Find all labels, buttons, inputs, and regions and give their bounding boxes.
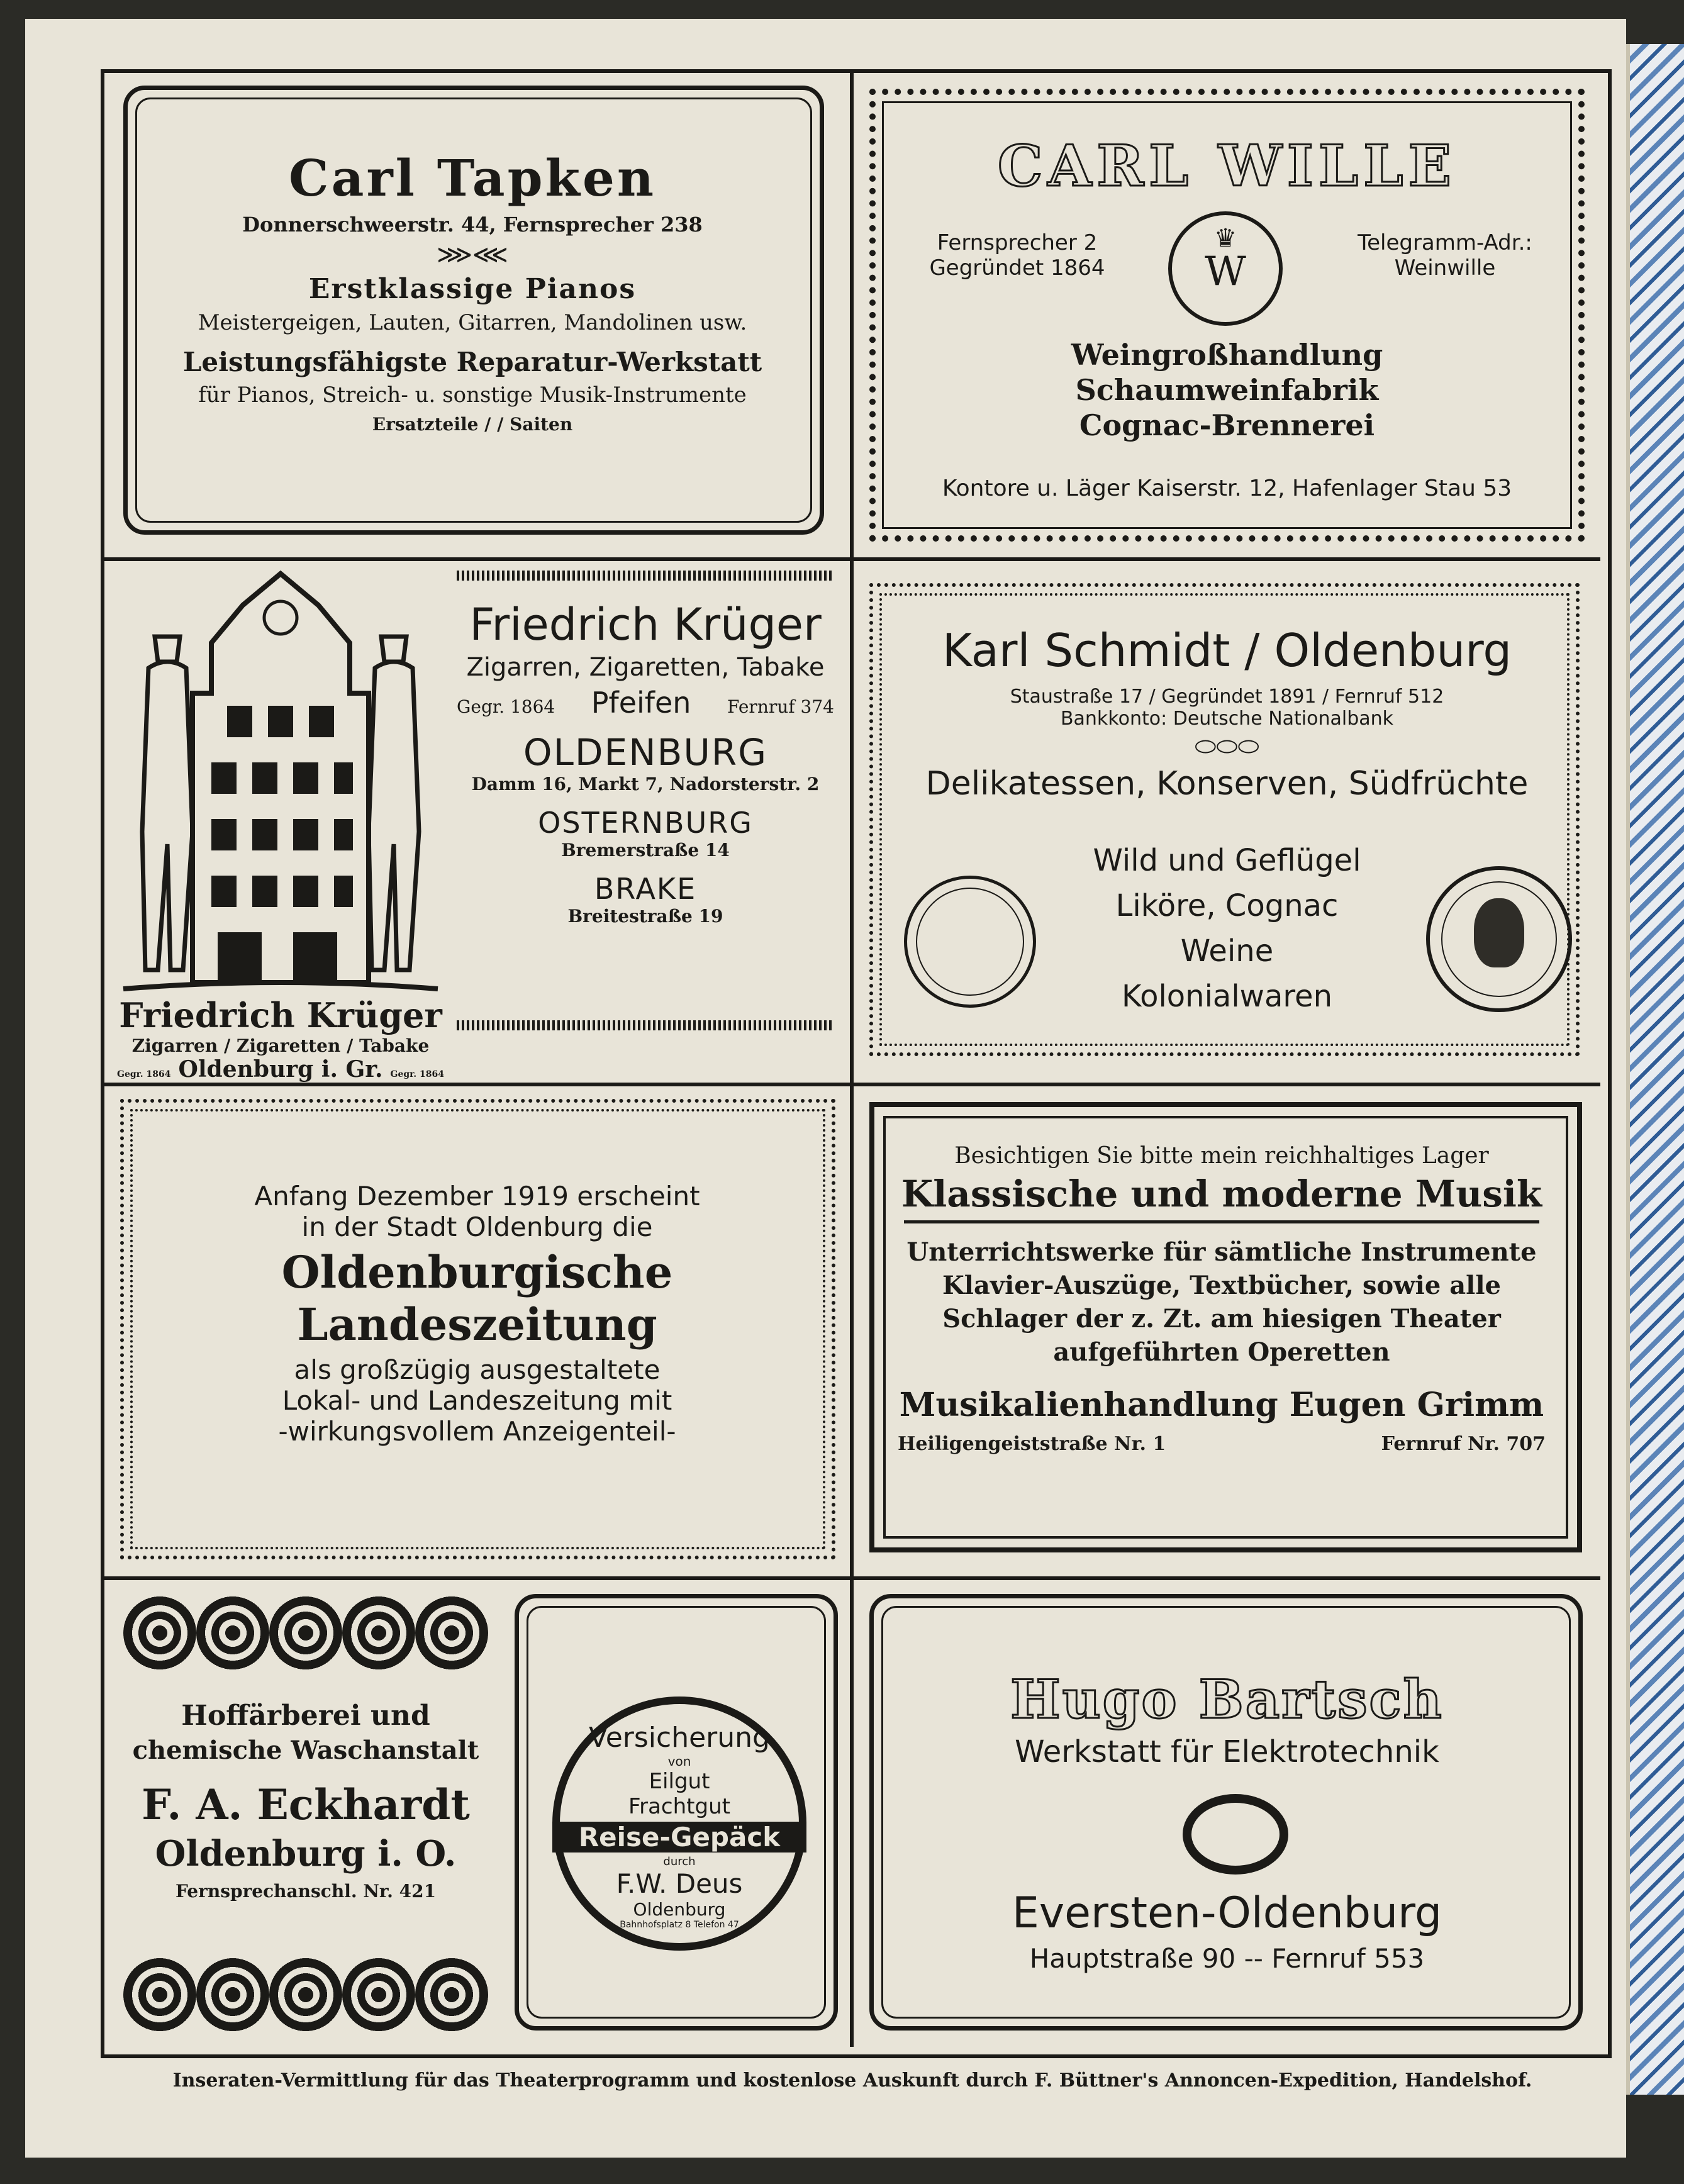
ring-ornament-icon — [196, 1958, 269, 2032]
grimm-intro: Besichtigen Sie bitte mein reichhaltiges Lager — [954, 1143, 1489, 1169]
zeitung-line1: Anfang Dezember 1919 erscheint — [254, 1181, 700, 1212]
wille-telegram: Weinwille — [1394, 255, 1496, 281]
grimm-phone: Fernruf Nr. 707 — [1381, 1433, 1546, 1455]
ring-ornament-icon — [269, 1958, 342, 2032]
eckhardt-line2: chemische Waschanstalt — [132, 1736, 479, 1765]
ad-landeszeitung — [104, 1086, 850, 1576]
wille-address: Kontore u. Läger Kaiserstr. 12, Hafenlager Stau 53 — [942, 476, 1512, 501]
grimm-headline: Klassische und moderne Musik — [901, 1173, 1542, 1215]
bartsch-name: Hugo Bartsch — [1010, 1668, 1444, 1730]
krueger-border-top — [457, 571, 834, 581]
eckhardt-city: Oldenburg i. O. — [155, 1833, 457, 1875]
deus-durch: durch — [663, 1855, 696, 1868]
krueger-border-bottom — [457, 1020, 834, 1030]
krueger-pipes: Pfeifen — [591, 686, 691, 720]
krueger-title: Friedrich Krüger — [469, 599, 822, 650]
ad-friedrich-krueger — [104, 561, 850, 1083]
krueger-caption-city: Oldenburg i. Gr. — [178, 1056, 383, 1083]
deus-fracht: Frachtgut — [628, 1794, 730, 1819]
ad-carl-wille — [854, 73, 1600, 557]
ad-fw-deus — [507, 1580, 850, 2047]
schmidt-line3: Liköre, Cognac — [1115, 888, 1339, 923]
deus-gepaeck: Reise-Gepäck — [552, 1822, 806, 1852]
wille-phone: Fernsprecher 2 — [937, 230, 1098, 255]
schmidt-bank: Bankkonto: Deutsche Nationalbank — [1060, 708, 1394, 730]
zeitung-title1: Oldenburgische — [281, 1246, 673, 1298]
deus-name: F.W. Deus — [616, 1868, 743, 1899]
ad-eckhardt — [104, 1580, 507, 2047]
grimm-headline-rule — [904, 1220, 1539, 1223]
krueger-caption-name: Friedrich Krüger — [119, 995, 442, 1035]
eckhardt-line1: Hoffärberei und — [181, 1700, 430, 1732]
zeitung-line2: in der Stadt Oldenburg die — [301, 1212, 653, 1242]
krueger-city: OLDENBURG — [523, 731, 768, 774]
ad-hugo-bartsch — [854, 1580, 1600, 2047]
advertisement-grid — [101, 69, 1612, 2058]
krueger-branch2-address: Breitestraße 19 — [567, 906, 723, 927]
schmidt-line4: Weine — [1180, 933, 1274, 969]
zeitung-title2: Landeszeitung — [297, 1298, 657, 1351]
tapken-parts: Ersatzteile / / Saiten — [372, 414, 573, 435]
krueger-gegr: Gegr. 1864 — [457, 696, 555, 717]
ornament-ovals-icon: ⬭⬭⬭ — [1195, 732, 1259, 761]
zeitung-line4: Lokal- und Landeszeitung mit — [282, 1385, 672, 1416]
wille-name: CARL WILLE — [997, 133, 1457, 199]
grimm-line3: Schlager der z. Zt. am hiesigen Theater — [942, 1304, 1501, 1334]
wille-line1: Weingroßhandlung — [1071, 338, 1383, 372]
grimm-line4: aufgeführten Operetten — [1053, 1337, 1390, 1367]
krueger-phone: Fernruf 374 — [727, 696, 834, 717]
ring-ornament-icon — [415, 1958, 488, 2032]
ring-ornament-icon — [123, 1596, 196, 1670]
grimm-line1: Unterrichtswerke für sämtliche Instrumente — [906, 1237, 1537, 1267]
schmidt-line2: Wild und Geflügel — [1093, 843, 1361, 878]
schmidt-line1: Delikatessen, Konserven, Südfrüchte — [925, 765, 1529, 803]
krueger-goods: Zigarren, Zigaretten, Tabake — [466, 653, 825, 682]
deus-city: Oldenburg — [633, 1899, 726, 1920]
bartsch-subtitle: Werkstatt für Elektrotechnik — [1015, 1734, 1439, 1769]
krueger-branch2: BRAKE — [594, 872, 697, 906]
ring-ornament-icon — [342, 1958, 415, 2032]
oval-ornament-icon — [1183, 1794, 1288, 1875]
deus-arc: Versicherung — [589, 1722, 770, 1754]
tapken-name: Carl Tapken — [288, 148, 657, 208]
krueger-caption-gegr-left: Gegr. 1864 — [117, 1069, 171, 1079]
ring-ornament-icon — [415, 1596, 488, 1670]
deus-von: von — [667, 1754, 691, 1769]
page-footer: Inseraten-Vermittlung für das Theaterprogramm und kostenlose Auskunft durch F. Büttner's Annoncen-Expedition, Handelshof. — [172, 2070, 1532, 2092]
house-illustration-icon — [111, 567, 450, 995]
wille-telegram-label: Telegramm-Adr.: — [1358, 230, 1532, 255]
deus-seal — [552, 1696, 806, 1951]
wille-crown-monogram-icon: ♛ W — [1168, 211, 1283, 326]
krueger-caption-goods: Zigarren / Zigaretten / Tabake — [131, 1035, 430, 1056]
grimm-line2: Klavier-Auszüge, Textbücher, sowie alle — [942, 1271, 1501, 1300]
exhibition-medal-icon — [904, 876, 1036, 1008]
tapken-address: Donnerschweerstr. 44, Fernsprecher 238 — [242, 213, 703, 237]
bartsch-city: Eversten-Oldenburg — [1012, 1888, 1442, 1938]
tapken-headline: Erstklassige Pianos — [308, 273, 637, 305]
tapken-instruments: Meistergeigen, Lauten, Gitarren, Mandolinen usw. — [198, 310, 747, 335]
schmidt-address: Staustraße 17 / Gegründet 1891 / Fernruf 512 — [1010, 686, 1444, 708]
divider-ornament-icon: ⋙⋘ — [437, 240, 508, 269]
krueger-city-address: Damm 16, Markt 7, Nadorsterstr. 2 — [471, 774, 820, 794]
eckhardt-name: F. A. Eckhardt — [142, 1780, 470, 1829]
krueger-caption-gegr-right: Gegr. 1864 — [390, 1069, 444, 1079]
ad-karl-schmidt — [854, 561, 1600, 1083]
wille-line3: Cognac-Brennerei — [1079, 408, 1375, 442]
deus-address: Bahnhofsplatz 8 Telefon 47 — [620, 1920, 739, 1930]
ad-carl-tapken — [104, 73, 850, 557]
ring-ornament-icon — [123, 1958, 196, 2032]
tapken-workshop: Leistungsfähigste Reparatur-Werkstatt — [182, 347, 762, 377]
zeitung-line3: als großzügig ausgestaltete — [294, 1354, 661, 1385]
krueger-branch1-address: Bremerstraße 14 — [561, 840, 730, 861]
schmidt-line5: Kolonialwaren — [1122, 979, 1332, 1014]
ring-ornament-icon — [342, 1596, 415, 1670]
decorative-page-edge — [1626, 44, 1684, 2095]
wille-line2: Schaumweinfabrik — [1075, 373, 1379, 407]
grimm-name: Musikalienhandlung Eugen Grimm — [899, 1386, 1544, 1424]
wille-founded: Gegründet 1864 — [929, 255, 1105, 281]
eckhardt-phone: Fernsprechanschl. Nr. 421 — [175, 1881, 437, 1902]
portrait-medal-icon — [1426, 866, 1572, 1012]
ring-ornament-row-bottom — [123, 1958, 488, 2032]
grimm-street: Heiligengeiststraße Nr. 1 — [898, 1433, 1166, 1455]
schmidt-title: Karl Schmidt / Oldenburg — [942, 624, 1512, 677]
bartsch-address: Hauptstraße 90 -- Fernruf 553 — [1029, 1943, 1425, 1974]
ring-ornament-icon — [196, 1596, 269, 1670]
deus-eilgut: Eilgut — [649, 1769, 710, 1794]
tapken-workshop-detail: für Pianos, Streich- u. sonstige Musik-Instrumente — [198, 382, 747, 408]
ring-ornament-icon — [269, 1596, 342, 1670]
krueger-branch1: OSTERNBURG — [538, 806, 753, 840]
ad-eugen-grimm — [854, 1086, 1600, 1576]
ring-ornament-row-top — [123, 1596, 488, 1670]
zeitung-line5: -wirkungsvollem Anzeigenteil- — [278, 1416, 676, 1447]
